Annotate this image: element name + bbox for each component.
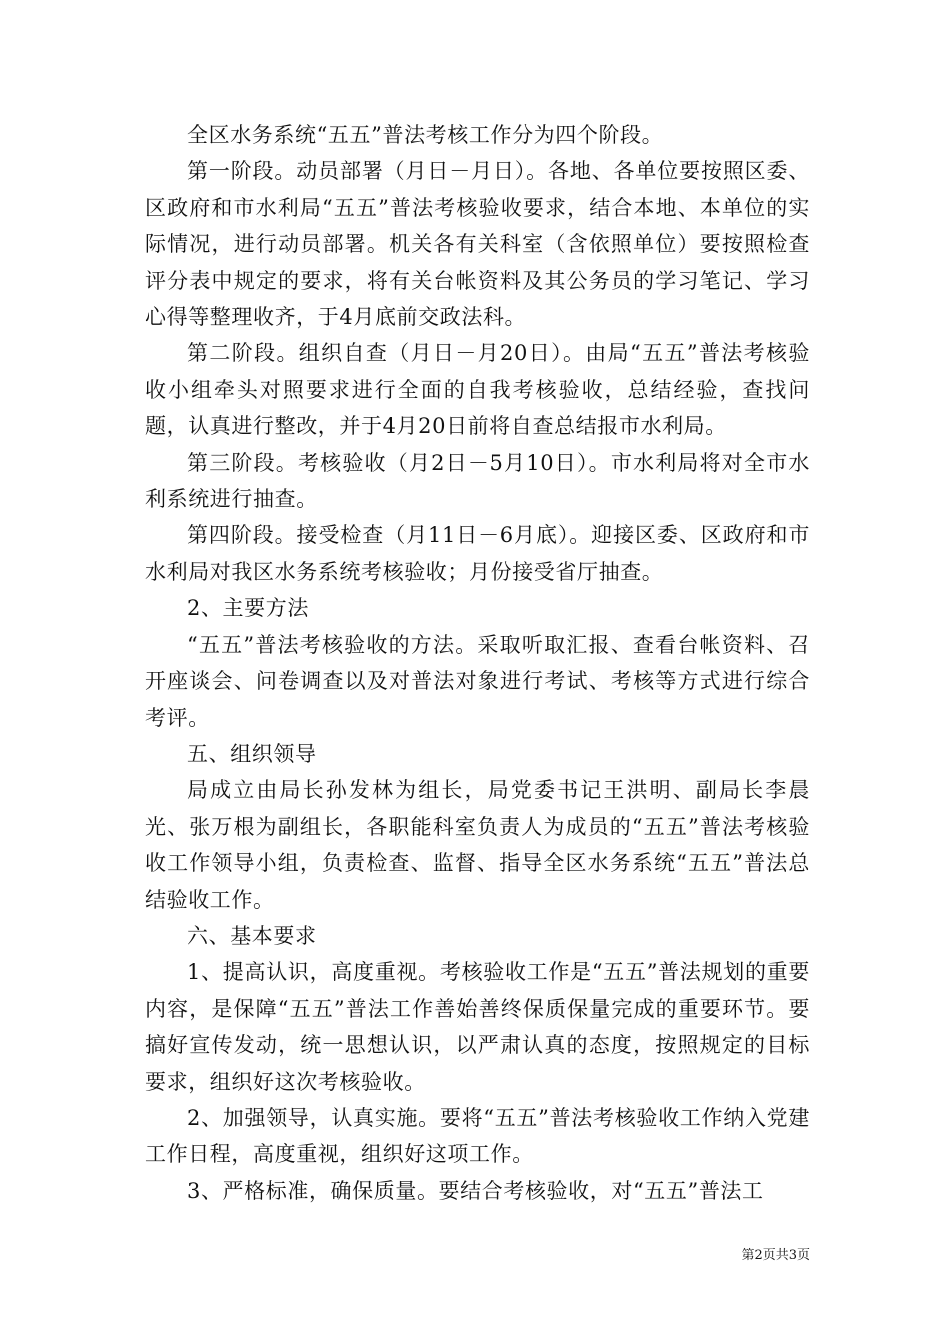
paragraph-requirement-one: 1、提高认识，高度重视。考核验收工作是“五五”普法规划的重要内容，是保障“五五”普法工作善始善终保质保量完成的重要环节。要搞好宣传发动，统一思想认识，以严肃认真的态度，按照规定的目标要求，组织好这次考核验收。: [145, 960, 810, 1094]
heading-basic-requirements: 六、基本要求: [187, 923, 317, 948]
paragraph-requirement-three: 3、严格标准，确保质量。要结合考核验收，对“五五”普法工: [187, 1178, 764, 1203]
paragraph-stage-three: 第三阶段。考核验收（月2日－5月10日）。市水利局将对全市水利系统进行抽查。: [145, 450, 810, 512]
heading-main-methods: 2、主要方法: [187, 596, 309, 621]
paragraph-organization: 局成立由局长孙发林为组长，局党委书记王洪明、副局长李晨光、张万根为副组长，各职能科室负责人为成员的“五五”普法考核验收工作领导小组，负责检查、监督、指导全区水务系统“五五”普法总结验收工作。: [145, 778, 810, 912]
paragraph-requirement-two: 2、加强领导，认真实施。要将“五五”普法考核验收工作纳入党建工作日程，高度重视，组织好这项工作。: [145, 1105, 810, 1167]
paragraph-stages-intro: 全区水务系统“五五”普法考核工作分为四个阶段。: [187, 123, 664, 147]
page-number: 第2页共3页: [741, 1248, 810, 1263]
paragraph-stage-four: 第四阶段。接受检查（月11日－6月底）。迎接区委、区政府和市水利局对我区水务系统考核验收；月份接受省厅抽查。: [145, 523, 810, 584]
paragraph-methods: “五五”普法考核验收的方法。采取听取汇报、查看台帐资料、召开座谈会、问卷调查以及对普法对象进行考试、考核等方式进行综合考评。: [145, 632, 810, 730]
paragraph-stage-two: 第二阶段。组织自查（月日－月20日）。由局“五五”普法考核验收小组牵头对照要求进行全面的自我考核验收，总结经验，查找问题，认真进行整改，并于4月20日前将自查总结报市水利局。: [145, 341, 810, 439]
document-body: [145, 117, 810, 1209]
paragraph-stage-one: 第一阶段。动员部署（月日－月日）。各地、各单位要按照区委、区政府和市水利局“五五”普法考核验收要求，结合本地、本单位的实际情况，进行动员部署。机关各有关科室（含依照单位）要按照检查评分表中规定的要求，将有关台帐资料及其公务员的学习笔记、学习心得等整理收齐，于4月底前交政法科。: [145, 159, 810, 330]
heading-organization: 五、组织领导: [187, 741, 317, 766]
